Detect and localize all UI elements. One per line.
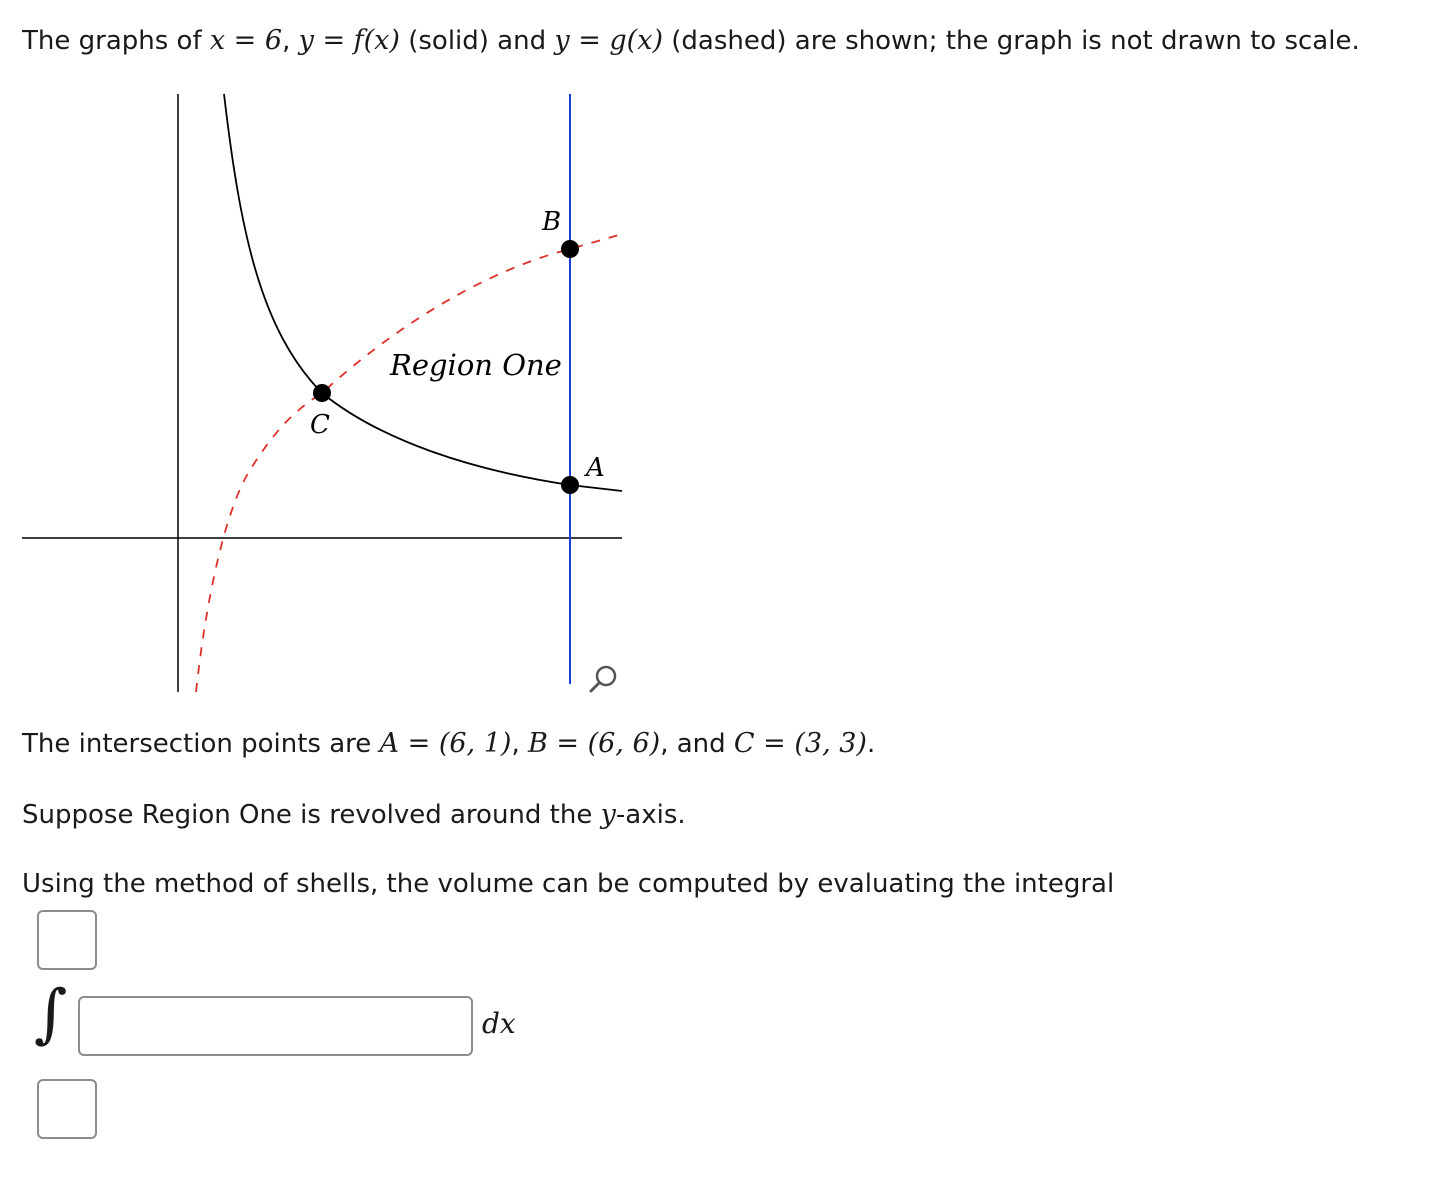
intersection-statement xyxy=(22,727,875,761)
intro-text: The graphs of xyxy=(22,26,210,56)
solid-curve-f xyxy=(224,94,622,491)
math-point-a: A = (6, 1) xyxy=(379,728,512,759)
period: . xyxy=(866,729,876,759)
math-y-equals-f: y = f(x) xyxy=(298,25,400,56)
separator: , xyxy=(511,729,528,759)
method-text: Using the method of shells, the volume can be computed by evaluating the integral xyxy=(22,869,1115,899)
region-one-label: Region One xyxy=(390,348,562,382)
intersections-intro: The intersection points are xyxy=(22,729,380,759)
math-point-b: B = (6, 6) xyxy=(527,728,661,759)
math-y-axis: y xyxy=(600,799,616,830)
revolve-statement xyxy=(22,798,686,832)
point-b xyxy=(561,240,579,258)
solid-text: (solid) and xyxy=(399,26,555,56)
math-point-c: C = (3, 3) xyxy=(733,728,867,759)
label-b: B xyxy=(542,207,562,237)
integral-sign: ∫ xyxy=(34,977,68,1051)
label-c: C xyxy=(310,410,330,440)
math-y-equals-g: y = g(x) xyxy=(554,25,663,56)
lower-limit-input[interactable] xyxy=(37,1079,97,1139)
dashed-text: (dashed) are shown; the graph is not drawn to scale. xyxy=(662,26,1360,56)
method-statement xyxy=(22,867,1114,901)
label-a: A xyxy=(586,453,605,483)
zoom-magnifier-icon[interactable] xyxy=(591,667,615,691)
integrand-input[interactable] xyxy=(78,996,473,1056)
separator: , xyxy=(282,26,299,56)
dashed-curve-g xyxy=(196,234,622,692)
revolve-post: -axis. xyxy=(615,800,686,830)
point-a xyxy=(561,476,579,494)
math-x-equals-6: x = 6 xyxy=(209,25,283,56)
upper-limit-input[interactable] xyxy=(37,910,97,970)
point-c xyxy=(313,384,331,402)
revolve-pre: Suppose Region One is revolved around the xyxy=(22,800,601,830)
separator: , and xyxy=(660,729,734,759)
differential-dx: dx xyxy=(482,1007,516,1040)
